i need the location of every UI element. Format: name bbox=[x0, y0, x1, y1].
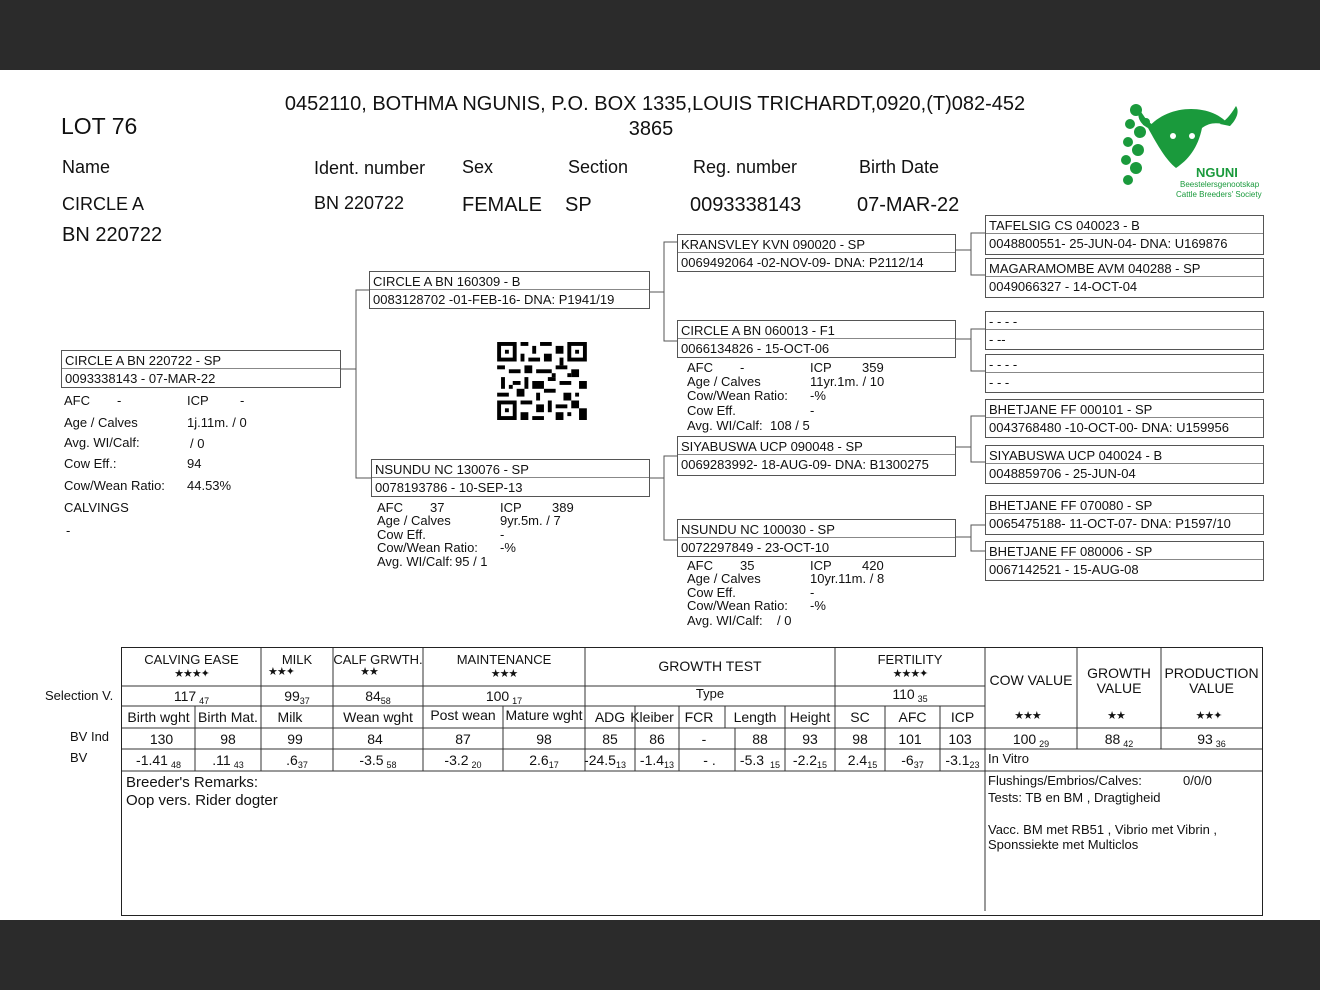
animal-name: CIRCLE A bbox=[62, 194, 145, 214]
in-vitro-label: In Vitro bbox=[988, 751, 1029, 766]
breeder-address-line2: 3865 bbox=[628, 118, 674, 140]
bv-value: -3.5 bbox=[359, 752, 384, 768]
bvind-value: 88 bbox=[752, 731, 768, 747]
animal-birth: 07-MAR-22 bbox=[857, 194, 960, 216]
bv-value: -5.3 bbox=[739, 752, 765, 768]
subject-icp-label: ICP bbox=[187, 393, 209, 408]
bv-value: .11 bbox=[212, 752, 231, 768]
bv-value: -1.4 bbox=[639, 752, 665, 768]
production-value-number: 93 bbox=[1197, 731, 1213, 747]
cow-value-header: COW VALUE bbox=[989, 672, 1073, 688]
header-reg: Reg. number bbox=[693, 157, 798, 177]
gen3-reg-line: 0048859706 - 25-JUN-04 bbox=[989, 466, 1136, 481]
sire-dam-cwr-label: Cow/Wean Ratio: bbox=[687, 388, 788, 403]
bottom-letterbox bbox=[0, 920, 1320, 990]
selection-accuracy: 35 bbox=[917, 694, 928, 704]
sire-dam-icp: 359 bbox=[862, 360, 884, 375]
trait-header: AFC bbox=[898, 709, 927, 725]
production-value bbox=[1161, 732, 1262, 749]
bv-accuracy: 48 bbox=[170, 760, 181, 770]
bv-cell bbox=[333, 753, 423, 770]
logo-title: NGUNI bbox=[1196, 165, 1238, 180]
growth-value-header-line2: VALUE bbox=[1096, 680, 1142, 696]
sire-name-line: CIRCLE A BN 160309 - B bbox=[373, 274, 521, 289]
subject-eff: 94 bbox=[187, 456, 202, 471]
header-name: Name bbox=[62, 157, 111, 177]
selection-accuracy: 47 bbox=[199, 696, 210, 706]
bvind-value: 87 bbox=[455, 731, 471, 747]
bvind-value: 130 bbox=[149, 731, 174, 747]
gen3-ancestor-box bbox=[985, 354, 1264, 393]
gen3-ancestor-box bbox=[985, 445, 1264, 484]
selection-accuracy: 17 bbox=[512, 696, 523, 706]
sire-dam-cwr: -% bbox=[810, 388, 826, 403]
gen3-ancestor-box bbox=[985, 311, 1264, 350]
bv-accuracy: 37 bbox=[297, 760, 308, 770]
growth-test-type-label: Type bbox=[695, 686, 725, 701]
production-value-accuracy: 36 bbox=[1215, 739, 1226, 749]
milk-selection-value bbox=[261, 689, 333, 706]
selection-value: 100 bbox=[485, 688, 510, 704]
bv-value: -1.41 bbox=[136, 752, 168, 768]
subject-wi: / 0 bbox=[190, 436, 205, 451]
subject-afc: - bbox=[117, 393, 122, 408]
calving-ease-stars-icon: ★★★✦ bbox=[174, 668, 209, 680]
selection-value: 99 bbox=[284, 688, 300, 704]
header-sex: Sex bbox=[462, 157, 494, 177]
bv-value: .6 bbox=[286, 752, 298, 768]
dam-dam-cwr-label: Cow/Wean Ratio: bbox=[687, 598, 788, 613]
dam-dam-wi: / 0 bbox=[777, 613, 792, 628]
vaccination-text: Vacc. BM met RB51 , Vibrio met Vibrin , bbox=[988, 822, 1218, 837]
selection-value: 110 bbox=[892, 686, 915, 702]
sire-sire-name-line: KRANSVLEY KVN 090020 - SP bbox=[681, 237, 866, 252]
dam-sire-pedigree-box bbox=[677, 436, 956, 476]
subject-icp: - bbox=[240, 393, 245, 408]
trait-header: Kleiber bbox=[630, 709, 674, 725]
bvind-value: 98 bbox=[536, 731, 552, 747]
dam-dam-age-label: Age / Calves bbox=[687, 571, 761, 586]
subject-afc-label: AFC bbox=[64, 393, 90, 408]
gen3-name-line: BHETJANE FF 080006 - SP bbox=[989, 544, 1153, 559]
bvind-value: 86 bbox=[649, 731, 665, 747]
sire-dam-age: 11yr.1m. / 10 bbox=[810, 374, 885, 389]
dam-dam-icp: 420 bbox=[862, 558, 884, 573]
sire-dam-afc-label: AFC bbox=[687, 360, 713, 375]
header-section: Section bbox=[568, 157, 629, 177]
subject-age-label: Age / Calves bbox=[64, 415, 138, 430]
growth-value-stars-icon: ★★ bbox=[1107, 710, 1125, 722]
bv-cell bbox=[503, 753, 585, 770]
bv-value: - . bbox=[703, 752, 716, 768]
dam-cwr-label: Cow/Wean Ratio: bbox=[377, 540, 478, 555]
growth-test-header: GROWTH TEST bbox=[658, 658, 762, 674]
bv-accuracy: 13 bbox=[664, 760, 675, 770]
vaccination-text-line2: Sponssiekte met Multiclos bbox=[988, 837, 1139, 852]
fertility-stars-icon: ★★★✦ bbox=[892, 668, 928, 680]
dam-dam-eff: - bbox=[810, 585, 815, 600]
bvind-value: 98 bbox=[220, 731, 236, 747]
gen3-ancestor-box bbox=[985, 258, 1264, 298]
bv-cell bbox=[635, 753, 679, 770]
logo-subtitle-afrikaans: Beestelersgenootskap bbox=[1180, 180, 1260, 189]
dam-dam-afc: 35 bbox=[740, 558, 755, 573]
bv-cell bbox=[785, 753, 835, 770]
trait-header: Mature wght bbox=[505, 707, 583, 723]
sire-dam-reg-line: 0066134826 - 15-OCT-06 bbox=[681, 341, 830, 356]
calvings-label: CALVINGS bbox=[64, 500, 129, 515]
bv-accuracy: 23 bbox=[969, 760, 980, 770]
remarks-label: Breeder's Remarks: bbox=[126, 774, 259, 791]
remarks-text: Oop vers. Rider dogter bbox=[126, 792, 278, 809]
subject-reg-line: 0093338143 - 07-MAR-22 bbox=[65, 371, 216, 386]
gen3-reg-line: - -- bbox=[989, 332, 1006, 347]
gen3-reg-line: 0067142521 - 15-AUG-08 bbox=[989, 562, 1139, 577]
production-value-stars-icon: ★★✦ bbox=[1195, 710, 1222, 722]
bv-value: 2.4 bbox=[847, 752, 868, 768]
dam-sire-name-line: SIYABUSWA UCP 090048 - SP bbox=[681, 439, 863, 454]
milk-stars-icon: ★★✦ bbox=[268, 666, 294, 678]
bv-row-label: BV bbox=[70, 750, 88, 765]
bv-accuracy: 20 bbox=[471, 760, 482, 770]
bvind-value: 98 bbox=[852, 731, 868, 747]
bvind-value: 101 bbox=[898, 731, 922, 747]
bv-accuracy: 15 bbox=[867, 760, 878, 770]
bv-cell bbox=[735, 753, 785, 770]
bv-value: -3.2 bbox=[444, 752, 469, 768]
registration-certificate bbox=[0, 70, 1320, 920]
dam-dam-eff-label: Cow Eff. bbox=[687, 585, 736, 600]
gen3-reg-line: 0049066327 - 14-OCT-04 bbox=[989, 279, 1138, 294]
cow-value-number: 100 bbox=[1012, 731, 1037, 747]
subject-age: 1j.11m. / 0 bbox=[187, 415, 247, 430]
logo-subtitle-english: Cattle Breeders' Society bbox=[1176, 190, 1262, 199]
animal-reg: 0093338143 bbox=[690, 194, 802, 216]
dam-afc: 37 bbox=[430, 500, 445, 515]
bv-accuracy: 43 bbox=[233, 760, 244, 770]
gen3-reg-line: 0048800551- 25-JUN-04- DNA: U169876 bbox=[989, 236, 1228, 251]
flushings-label: Flushings/Embrios/Calves: bbox=[988, 773, 1142, 788]
bv-value: -3.1 bbox=[945, 752, 970, 768]
sire-dam-age-label: Age / Calves bbox=[687, 374, 761, 389]
gen3-ancestor-box bbox=[985, 399, 1264, 438]
trait-header: Birth wght bbox=[127, 709, 190, 725]
flushings-value: 0/0/0 bbox=[1183, 773, 1212, 788]
calf-growth-stars-icon: ★★ bbox=[360, 666, 378, 678]
growth-value-header: GROWTH bbox=[1087, 665, 1151, 681]
bv-accuracy: 13 bbox=[615, 760, 626, 770]
sire-pedigree-box bbox=[369, 271, 650, 309]
trait-header: ICP bbox=[950, 709, 975, 725]
dam-wi-label: Avg. WI/Calf: bbox=[377, 554, 453, 569]
dam-dam-afc-label: AFC bbox=[687, 558, 713, 573]
fertility-selection-value bbox=[835, 687, 985, 704]
production-value-header: PRODUCTION bbox=[1164, 665, 1259, 681]
bvind-value: 103 bbox=[948, 731, 972, 747]
dam-reg-line: 0078193786 - 10-SEP-13 bbox=[375, 480, 523, 495]
gen3-name-line: TAFELSIG CS 040023 - B bbox=[989, 218, 1140, 233]
calving-ease-header: CALVING EASE bbox=[144, 652, 239, 667]
bvind-value: 84 bbox=[367, 731, 383, 747]
trait-header: FCR bbox=[684, 709, 714, 725]
gen3-name-line: BHETJANE FF 000101 - SP bbox=[989, 402, 1153, 417]
fertility-header: FERTILITY bbox=[877, 652, 943, 667]
growth-value-number: 88 bbox=[1104, 731, 1121, 747]
dam-wi: 95 / 1 bbox=[455, 554, 488, 569]
gen3-ancestor-box bbox=[985, 541, 1264, 581]
qr-code-icon bbox=[496, 342, 588, 420]
selection-accuracy: 37 bbox=[299, 696, 310, 706]
dam-name-line: NSUNDU NC 130076 - SP bbox=[375, 462, 529, 477]
dam-icp-label: ICP bbox=[500, 500, 522, 515]
subject-name-line: CIRCLE A BN 220722 - SP bbox=[65, 353, 222, 368]
lot-number: LOT 76 bbox=[61, 113, 138, 139]
dam-age-label: Age / Calves bbox=[377, 513, 451, 528]
gen3-name-line: - - - - bbox=[989, 314, 1018, 329]
gen3-name-line: BHETJANE FF 070080 - SP bbox=[989, 498, 1153, 513]
bv-value: -2.2 bbox=[792, 752, 818, 768]
growth-value-accuracy: 42 bbox=[1123, 739, 1134, 749]
sire-dam-eff: - bbox=[810, 403, 815, 418]
cow-value-stars-icon: ★★★ bbox=[1014, 710, 1041, 722]
sire-dam-eff-label: Cow Eff. bbox=[687, 403, 736, 418]
sire-sire-pedigree-box bbox=[677, 234, 956, 272]
dam-dam-name-line: NSUNDU NC 100030 - SP bbox=[681, 522, 835, 537]
subject-cwr-label: Cow/Wean Ratio: bbox=[64, 478, 165, 493]
bv-accuracy: 37 bbox=[913, 760, 924, 770]
bvind-value: 85 bbox=[602, 731, 618, 747]
subject-wi-label: Avg. WI/Calf: bbox=[64, 435, 140, 450]
maintenance-header: MAINTENANCE bbox=[456, 652, 552, 667]
bv-accuracy: 15 bbox=[817, 760, 828, 770]
dam-dam-cwr: -% bbox=[810, 598, 826, 613]
calvings-value: - bbox=[66, 523, 71, 538]
bvind-value: - bbox=[701, 731, 707, 747]
production-value-header-line2: VALUE bbox=[1189, 680, 1234, 696]
animal-section: SP bbox=[565, 194, 592, 216]
trait-header: Wean wght bbox=[343, 709, 413, 725]
trait-header: Post wean bbox=[430, 707, 496, 723]
bv-accuracy: 58 bbox=[386, 760, 397, 770]
selection-row-label: Selection V. bbox=[45, 688, 114, 703]
animal-ident-secondary: BN 220722 bbox=[62, 224, 163, 246]
bvind-row-label: BV Ind bbox=[70, 729, 110, 744]
bv-cell bbox=[195, 753, 261, 770]
top-letterbox bbox=[0, 0, 1320, 70]
dam-age: 9yr.5m. / 7 bbox=[500, 513, 561, 528]
bv-cell bbox=[423, 753, 503, 770]
calf-growth-selection-value bbox=[333, 689, 423, 706]
bv-cell bbox=[122, 753, 195, 770]
milk-header: MILK bbox=[281, 652, 313, 667]
selection-value: 84 bbox=[365, 688, 381, 704]
trait-header: SC bbox=[850, 709, 870, 725]
sire-dam-icp-label: ICP bbox=[810, 360, 832, 375]
animal-sex: FEMALE bbox=[462, 194, 543, 216]
maintenance-selection-value bbox=[423, 689, 585, 706]
dam-dam-wi-label: Avg. WI/Calf: bbox=[687, 613, 763, 628]
bv-cell bbox=[835, 753, 890, 770]
header-ident: Ident. number bbox=[314, 158, 426, 178]
gen3-name-line: MAGARAMOMBE AVM 040288 - SP bbox=[989, 261, 1201, 276]
calving-ease-selection-value bbox=[122, 689, 261, 706]
dam-afc-label: AFC bbox=[377, 500, 403, 515]
dam-dam-reg-line: 0072297849 - 23-OCT-10 bbox=[681, 540, 830, 555]
bvind-value: 99 bbox=[287, 731, 303, 747]
trait-header: Milk bbox=[277, 709, 303, 725]
gen3-reg-line: 0043768480 -10-OCT-00- DNA: U159956 bbox=[989, 420, 1229, 435]
bv-accuracy: 15 bbox=[770, 760, 781, 770]
trait-header: ADG bbox=[594, 709, 626, 725]
dam-icp: 389 bbox=[552, 500, 574, 515]
sire-dam-name-line: CIRCLE A BN 060013 - F1 bbox=[681, 323, 835, 338]
tests-text: Tests: TB en BM , Dragtigheid bbox=[988, 790, 1161, 805]
sire-dam-wi: 108 / 5 bbox=[770, 418, 810, 433]
dam-dam-age: 10yr.11m. / 8 bbox=[810, 571, 885, 586]
bv-cell bbox=[261, 753, 333, 770]
sire-reg-line: 0083128702 -01-FEB-16- DNA: P1941/19 bbox=[373, 292, 615, 307]
growth-value bbox=[1077, 732, 1161, 749]
cow-value-accuracy: 29 bbox=[1039, 739, 1050, 749]
dam-eff-label: Cow Eff. bbox=[377, 527, 426, 542]
sire-dam-afc: - bbox=[740, 360, 745, 375]
gen3-name-line: SIYABUSWA UCP 040024 - B bbox=[989, 448, 1163, 463]
sire-dam-wi-label: Avg. WI/Calf: bbox=[687, 418, 763, 433]
dam-sire-reg-line: 0069283992- 18-AUG-09- DNA: B1300275 bbox=[681, 457, 929, 472]
bv-value: -6 bbox=[901, 752, 914, 768]
gen3-ancestor-box bbox=[985, 215, 1264, 255]
selection-value: 117 bbox=[173, 688, 197, 704]
bv-cell bbox=[885, 753, 940, 770]
bv-value: 2.6 bbox=[529, 752, 549, 768]
gen3-reg-line: 0065475188- 11-OCT-07- DNA: P1597/10 bbox=[989, 516, 1231, 531]
bv-cell bbox=[940, 753, 985, 770]
dam-pedigree-box bbox=[371, 459, 650, 497]
bv-value: -24.5 bbox=[584, 752, 616, 768]
subject-cwr: 44.53% bbox=[187, 478, 232, 493]
dam-eff: - bbox=[500, 527, 505, 542]
dam-dam-pedigree-box bbox=[677, 519, 956, 557]
sire-sire-reg-line: 0069492064 -02-NOV-09- DNA: P2112/14 bbox=[681, 255, 924, 270]
breeding-values-table bbox=[121, 647, 1263, 916]
breeder-address: 0452110, BOTHMA NGUNIS, P.O. BOX 1335,LOUIS TRICHARDT,0920,(T)082-452 bbox=[284, 93, 1026, 115]
animal-ident: BN 220722 bbox=[314, 193, 405, 213]
dam-cwr: -% bbox=[500, 540, 516, 555]
bv-cell bbox=[575, 753, 635, 770]
sire-dam-pedigree-box bbox=[677, 320, 956, 358]
cow-value bbox=[985, 732, 1077, 749]
gen3-ancestor-box bbox=[985, 495, 1264, 535]
trait-header: Length bbox=[733, 709, 777, 725]
subject-pedigree-box bbox=[61, 350, 341, 388]
trait-header: Birth Mat. bbox=[198, 709, 258, 725]
trait-header: Height bbox=[789, 709, 831, 725]
dam-dam-icp-label: ICP bbox=[810, 558, 832, 573]
bv-accuracy: 17 bbox=[548, 760, 559, 770]
gen3-reg-line: - - - bbox=[989, 375, 1010, 390]
header-birth: Birth Date bbox=[859, 157, 940, 177]
calf-growth-header: CALF GRWTH. bbox=[333, 652, 423, 667]
bvind-value: 93 bbox=[802, 731, 818, 747]
bv-cell bbox=[687, 753, 735, 770]
gen3-name-line: - - - - bbox=[989, 357, 1018, 372]
maintenance-stars-icon: ★★★ bbox=[490, 668, 518, 680]
selection-accuracy: 58 bbox=[380, 696, 391, 706]
subject-eff-label: Cow Eff.: bbox=[64, 456, 117, 471]
